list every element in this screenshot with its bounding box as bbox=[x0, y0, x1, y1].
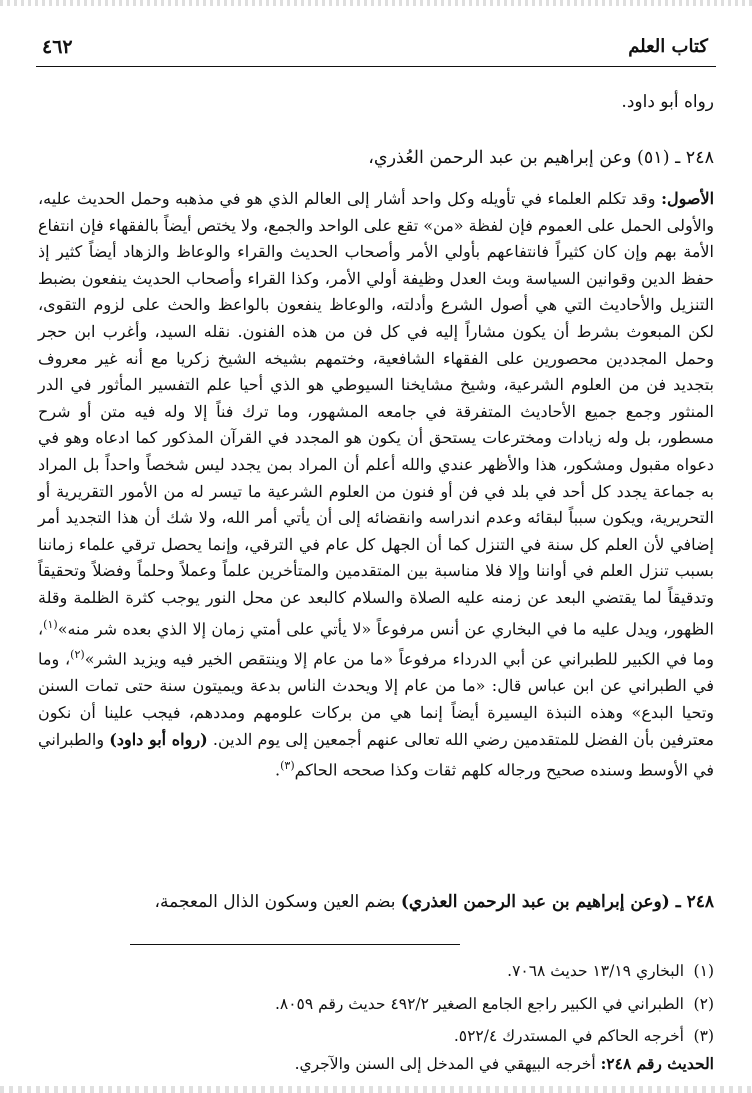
narration-line: رواه أبو داود. bbox=[621, 92, 714, 112]
hadith-explanation bbox=[155, 892, 714, 912]
footnote-number: (١) bbox=[693, 962, 714, 980]
commentary-lead: الأصول: bbox=[661, 189, 715, 208]
commentary-text-2: ، وما في الكبير للطبراني عن أبي الدرداء مرفوعاً «ما من عام إلا وينتقص الخير فيه ويزيد الشر» bbox=[38, 618, 715, 669]
hadith-explain-bold: ٢٤٨ ـ (وعن إبراهيم بن عبد الرحمن العذري) bbox=[400, 892, 714, 912]
footnote bbox=[454, 1027, 714, 1045]
book-title: كتاب العلم bbox=[628, 36, 708, 57]
hadith-note-lead: الحديث رقم ٢٤٨: bbox=[600, 1054, 714, 1073]
footnote-text: أخرجه الحاكم في المستدرك ٥٢٢/٤. bbox=[453, 1027, 684, 1045]
hadith-source-note bbox=[295, 1054, 714, 1073]
footnote bbox=[507, 962, 714, 980]
scan-edge-bottom bbox=[0, 1086, 752, 1093]
commentary-text-4: والطبراني في الأوسط وسنده صحيح ورجاله كلهم ثقات وكذا صححه الحاكم bbox=[38, 729, 714, 780]
page-header bbox=[36, 30, 716, 67]
footnote-text: الطبراني في الكبير راجع الجامع الصغير ٤٩٢/٢ حديث رقم ٨٠٥٩. bbox=[274, 995, 684, 1013]
footnote-ref-1[interactable]: (١) bbox=[43, 617, 58, 631]
footnote-number: (٣) bbox=[693, 1027, 714, 1045]
footnote-ref-2[interactable]: (٢) bbox=[70, 648, 85, 662]
commentary-block bbox=[38, 186, 714, 784]
page-number: ٤٦٢ bbox=[42, 36, 73, 58]
commentary-paragraph bbox=[38, 186, 714, 784]
hadith-explain-rest: بضم العين وسكون الذال المعجمة، bbox=[154, 892, 401, 912]
commentary-text-3: ، وما في الطبراني عن ابن عباس قال: «ما من عام إلا ويحدث الناس بدعة ويميتون سنة حتى تمات السنن وتحيا البدع» وهذه النبذة اليسيرة أيضاً إنما هي من بركات علومهم ومددهم، فيجب علينا أن نكون معترفين بأن الفضل للمتقدمين رضي الله تعالى عنهم أجمعين إلى يوم الدين. bbox=[38, 649, 715, 749]
hadith-heading: ٢٤٨ ـ (٥١) وعن إبراهيم بن عبد الرحمن العُذري، bbox=[368, 148, 714, 168]
commentary-bold-source: (رواه أبو داود) bbox=[109, 729, 208, 749]
hadith-note-text: أخرجه البيهقي في المدخل إلى السنن والآجري. bbox=[294, 1055, 601, 1073]
commentary-text-5: . bbox=[275, 760, 281, 780]
scan-edge-top bbox=[0, 0, 752, 6]
footnote-number: (٢) bbox=[693, 995, 714, 1013]
footnote bbox=[275, 995, 714, 1013]
footnote-text: البخاري ١٣/١٩ حديث ٧٠٦٨. bbox=[507, 962, 684, 980]
footnote-separator bbox=[130, 944, 460, 945]
footnote-ref-3[interactable]: (٣) bbox=[280, 759, 295, 773]
commentary-text-1: وقد تكلم العلماء في تأويله وكل واحد أشار إلى العالم الذي هو في مذهبه وحمل الحديث عليه، والأولى الحمل على العموم فإن لفظة «من» تقع على الواحد والجمع، ولا يختص أيضاً بالفقهاء فإن انتفاع الأمة بهم وإن كان كثيراً فانتفاعهم بأولي الأمر وأصحاب الحديث والقراء والوعاظ والزهاد أيضاً كثير إذ حفظ الدين وقوانين السياسة وبث العدل وظيفة أولي الأمر، وكذا القراء وأصحاب الحديث ينفعون بضبط التنزيل والأحاديث التي هي أصول الشرع وأدلته، والوعاظ ينفعون بالواعظ والحث على لزوم التقوى، لكن المبعوث بشرط أن يكون مشاراً إليه في كل فن من هذه الفنون. نقله السيد، وأغرب ابن حجر وحمل المجددين محصورين على الفقهاء الشافعية، وختمهم بشيخه الشيخ زكريا مع أنه غير معروف بتجديد فن من العلوم الشرعية، وشيخ مشايخنا السيوطي هو الذي أحيا علم التفسير المأثور في الدر المنثور وجمع جميع الأحاديث المتفرقة في جامعه المشهور، وما ترك فناً إلا وله فيه متن أو شرح مسطور، بل وله زيادات ومخترعات يستحق أن يكون هو المجدد في القرآن المذكور كما ادعاه وهو في دعواه مقبول ومشكور، هذا والأظهر عندي والله أعلم أن المراد بمن يجدد ليس شخصاً واحداً بل المراد به جماعة يجدد كل أحد في بلد في فن أو فنون من العلوم الشرعية ما تيسر له من الأمور التقريرية أو التحريرية، ويكون سبباً لبقائه وعدم اندراسه وانقضائه إلى أن يأتي أمر الله، ولا شك أن هذا التجديد أمر إضافي لأن العلم كل سنة في التنزل كما أن الجهل كل عام في الترقي، وإنما يحصل ترقي علماء زماننا بسبب تنزل العلم في أواننا وإلا فلا مناسبة بين المتقدمين والمتأخرين علماً وعملاً وحلماً وفضلاً وتحقيقاً وتدقيقاً لما يقتضي البعد عن زمنه عليه الصلاة والسلام كالبعد عن محل النور يوجب كثرة الظلمة وقلة الظهور، ويدل عليه ما في البخاري عن أنس مرفوعاً «لا يأتي على أمتي زمان إلا الذي بعده شر منه» bbox=[38, 189, 715, 638]
